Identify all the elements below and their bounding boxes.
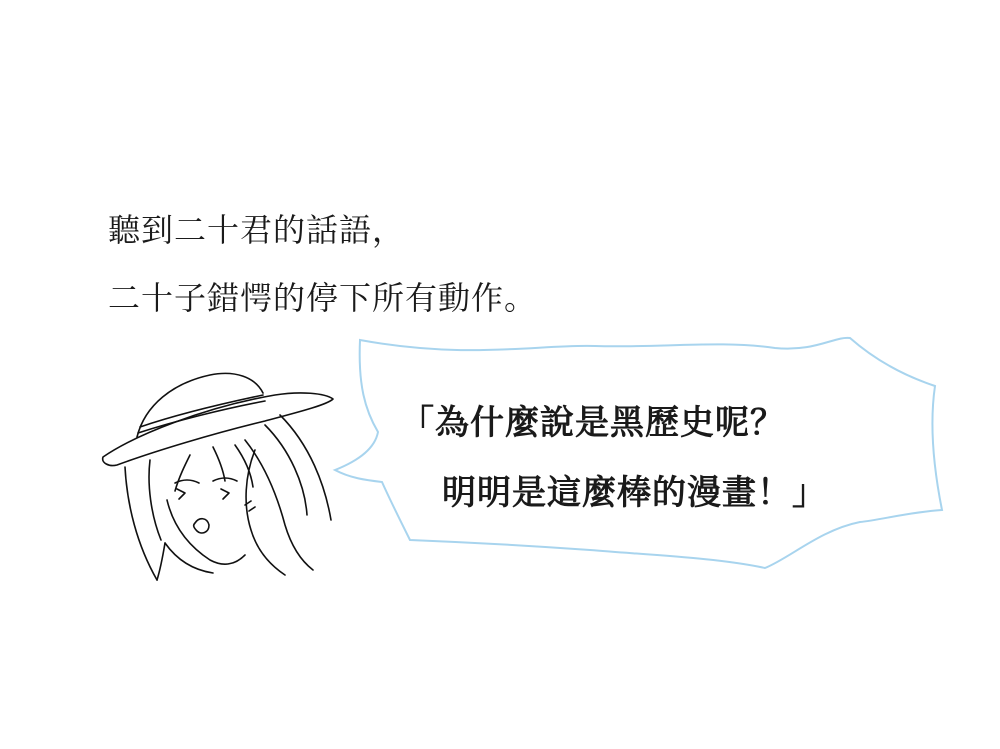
narration-text <box>108 196 537 332</box>
speech-text <box>400 388 827 528</box>
narration-line-1: 聽到二十君的話語， <box>108 211 406 249</box>
girl-with-hat-icon <box>95 355 355 605</box>
speech-line-1: 「為什麼說是黑歷史呢？ <box>400 403 785 443</box>
narration-line-2: 二十子錯愕的停下所有動作。 <box>108 279 538 317</box>
speech-line-2: 明明是這麼棒的漫畫！」 <box>442 473 827 513</box>
